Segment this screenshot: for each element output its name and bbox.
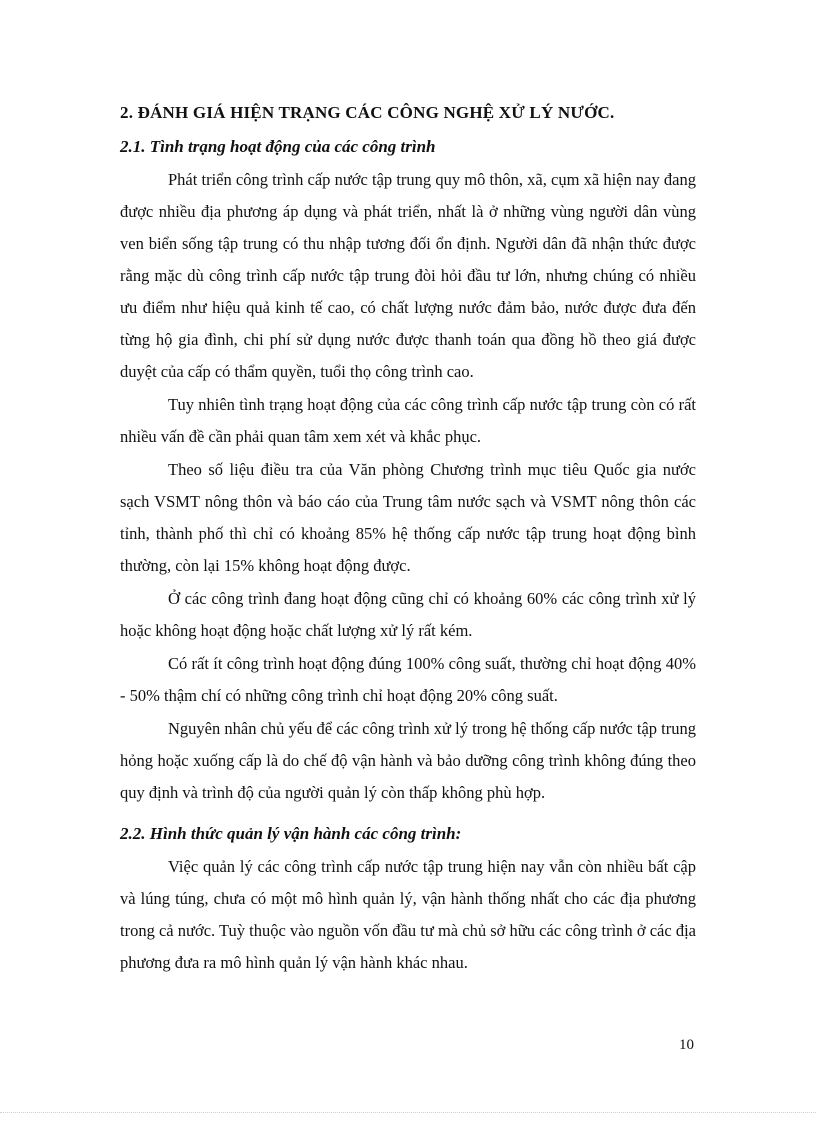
section-2-title: 2.2. Hình thức quản lý vận hành các công trình: xyxy=(120,824,462,843)
section-1-paragraph-3: Theo số liệu điều tra của Văn phòng Chương trình mục tiêu Quốc gia nước sạch VSMT nông thôn và báo cáo của Trung tâm nước sạch và VSMT nông thôn các tỉnh, thành phố thì chỉ có khoảng 85% hệ thống cấp nước tập trung hoạt động bình thường, còn lại 15% không hoạt động được. xyxy=(120,460,696,575)
section-1-paragraph-4: Ở các công trình đang hoạt động cũng chỉ có khoảng 60% các công trình xử lý hoặc không hoạt động hoặc chất lượng xử lý rất kém. xyxy=(120,589,696,640)
main-heading: 2. ĐÁNH GIÁ HIỆN TRẠNG CÁC CÔNG NGHỆ XỬ LÝ NƯỚC. xyxy=(120,103,615,122)
page-number: 10 xyxy=(679,1037,694,1053)
section-1-paragraph-5: Có rất ít công trình hoạt động đúng 100% công suất, thường chỉ hoạt động 40% - 50% thậm chí có những công trình chỉ hoạt động 20% công suất. xyxy=(120,654,696,705)
page-bottom-divider xyxy=(0,1112,816,1113)
section-2-paragraph-1: Việc quản lý các công trình cấp nước tập trung hiện nay vẫn còn nhiều bất cập và lúng túng, chưa có một mô hình quản lý, vận hành thống nhất cho các địa phương trong cả nước. Tuỳ thuộc vào nguồn vốn đầu tư mà chủ sở hữu các công trình ở các địa phương đưa ra mô hình quản lý vận hành khác nhau. xyxy=(120,857,696,972)
page-content xyxy=(120,96,696,980)
section-1-title: 2.1. Tình trạng hoạt động của các công trình xyxy=(120,137,436,156)
section-1-paragraph-1: Phát triển công trình cấp nước tập trung quy mô thôn, xã, cụm xã hiện nay đang được nhiều địa phương áp dụng và phát triển, nhất là ở những vùng người dân vùng ven biển sống tập trung có thu nhập tương đối ổn định. Người dân đã nhận thức được rằng mặc dù công trình cấp nước tập trung đòi hỏi đầu tư lớn, nhưng chúng có nhiều ưu điểm như hiệu quả kinh tế cao, có chất lượng nước đảm bảo, nước được đưa đến từng hộ gia đình, chi phí sử dụng nước được thanh toán qua đồng hồ theo giá được duyệt của cấp có thẩm quyền, tuổi thọ công trình cao. xyxy=(120,170,696,381)
section-1-paragraph-2: Tuy nhiên tình trạng hoạt động của các công trình cấp nước tập trung còn có rất nhiều vấn đề cần phải quan tâm xem xét và khắc phục. xyxy=(120,395,696,446)
section-1-paragraph-6: Nguyên nhân chủ yếu để các công trình xử lý trong hệ thống cấp nước tập trung hỏng hoặc xuống cấp là do chế độ vận hành và bảo dưỡng công trình không đúng theo quy định và trình độ của người quản lý còn thấp không phù hợp. xyxy=(120,719,696,802)
